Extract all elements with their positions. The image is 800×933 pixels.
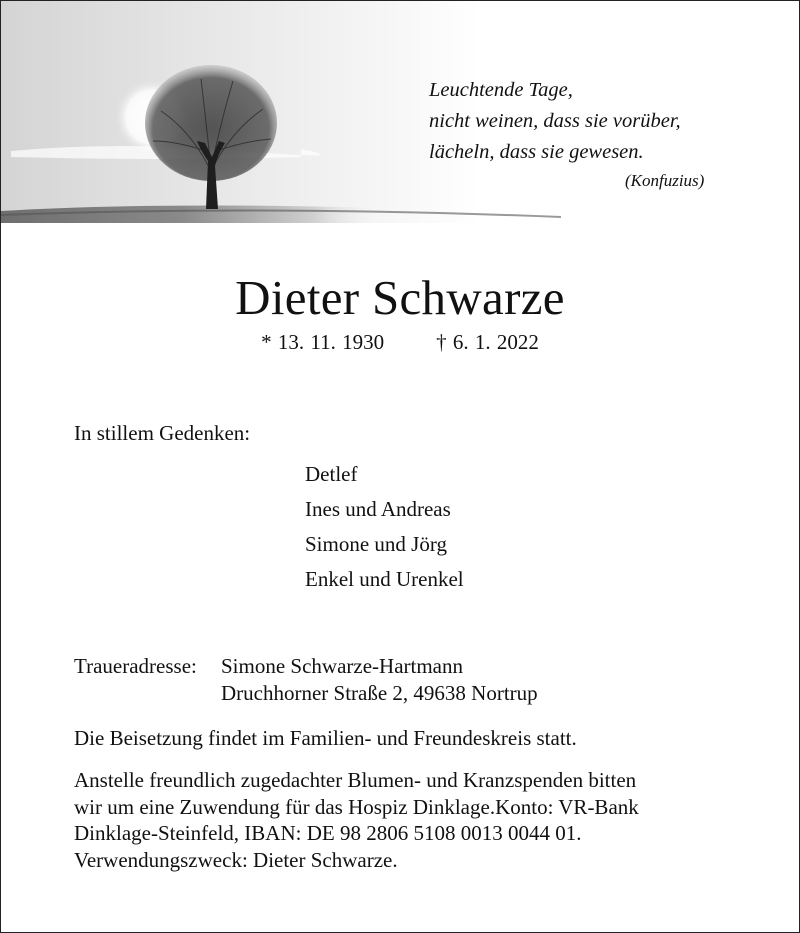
quote-line: nicht weinen, dass sie vorüber, [429, 110, 681, 132]
death-date: † 6. 1. 2022 [436, 330, 539, 354]
quote-line: lächeln, dass sie gewesen. [429, 141, 644, 163]
donation-line: wir um eine Zuwendung für das Hospiz Dinklage.Konto: VR-Bank [74, 794, 639, 819]
mourner: Enkel und Urenkel [305, 567, 464, 591]
life-dates [1, 330, 799, 355]
remembrance-intro: In stillem Gedenken: [74, 421, 251, 445]
address-line: Simone Schwarze-Hartmann [221, 654, 464, 678]
quote-line: Leuchtende Tage, [429, 79, 573, 101]
mourning-address [74, 653, 538, 707]
deceased-name: Dieter Schwarze [235, 270, 565, 325]
quote [429, 75, 681, 168]
donation-note [74, 767, 639, 873]
mourner: Ines und Andreas [305, 497, 451, 521]
mourner: Detlef [305, 462, 358, 486]
donation-line: Verwendungszweck: Dieter Schwarze. [74, 847, 398, 872]
mourner: Simone und Jörg [305, 532, 447, 556]
birth-date: * 13. 11. 1930 [261, 330, 385, 354]
donation-line: Anstelle freundlich zugedachter Blumen- und Kranzspenden bitten [74, 768, 637, 792]
address-label: Traueradresse: [74, 654, 197, 678]
burial-note: Die Beisetzung findet im Familien- und Freundeskreis statt. [74, 726, 577, 750]
header-banner [1, 1, 799, 223]
mourners-list [305, 457, 464, 597]
donation-line: Dinklage-Steinfeld, IBAN: DE 98 2806 5108 0013 0044 01. [74, 821, 582, 845]
quote-source: (Konfuzius) [625, 171, 705, 190]
address-line: Druchhorner Straße 2, 49638 Nortrup [221, 681, 538, 705]
